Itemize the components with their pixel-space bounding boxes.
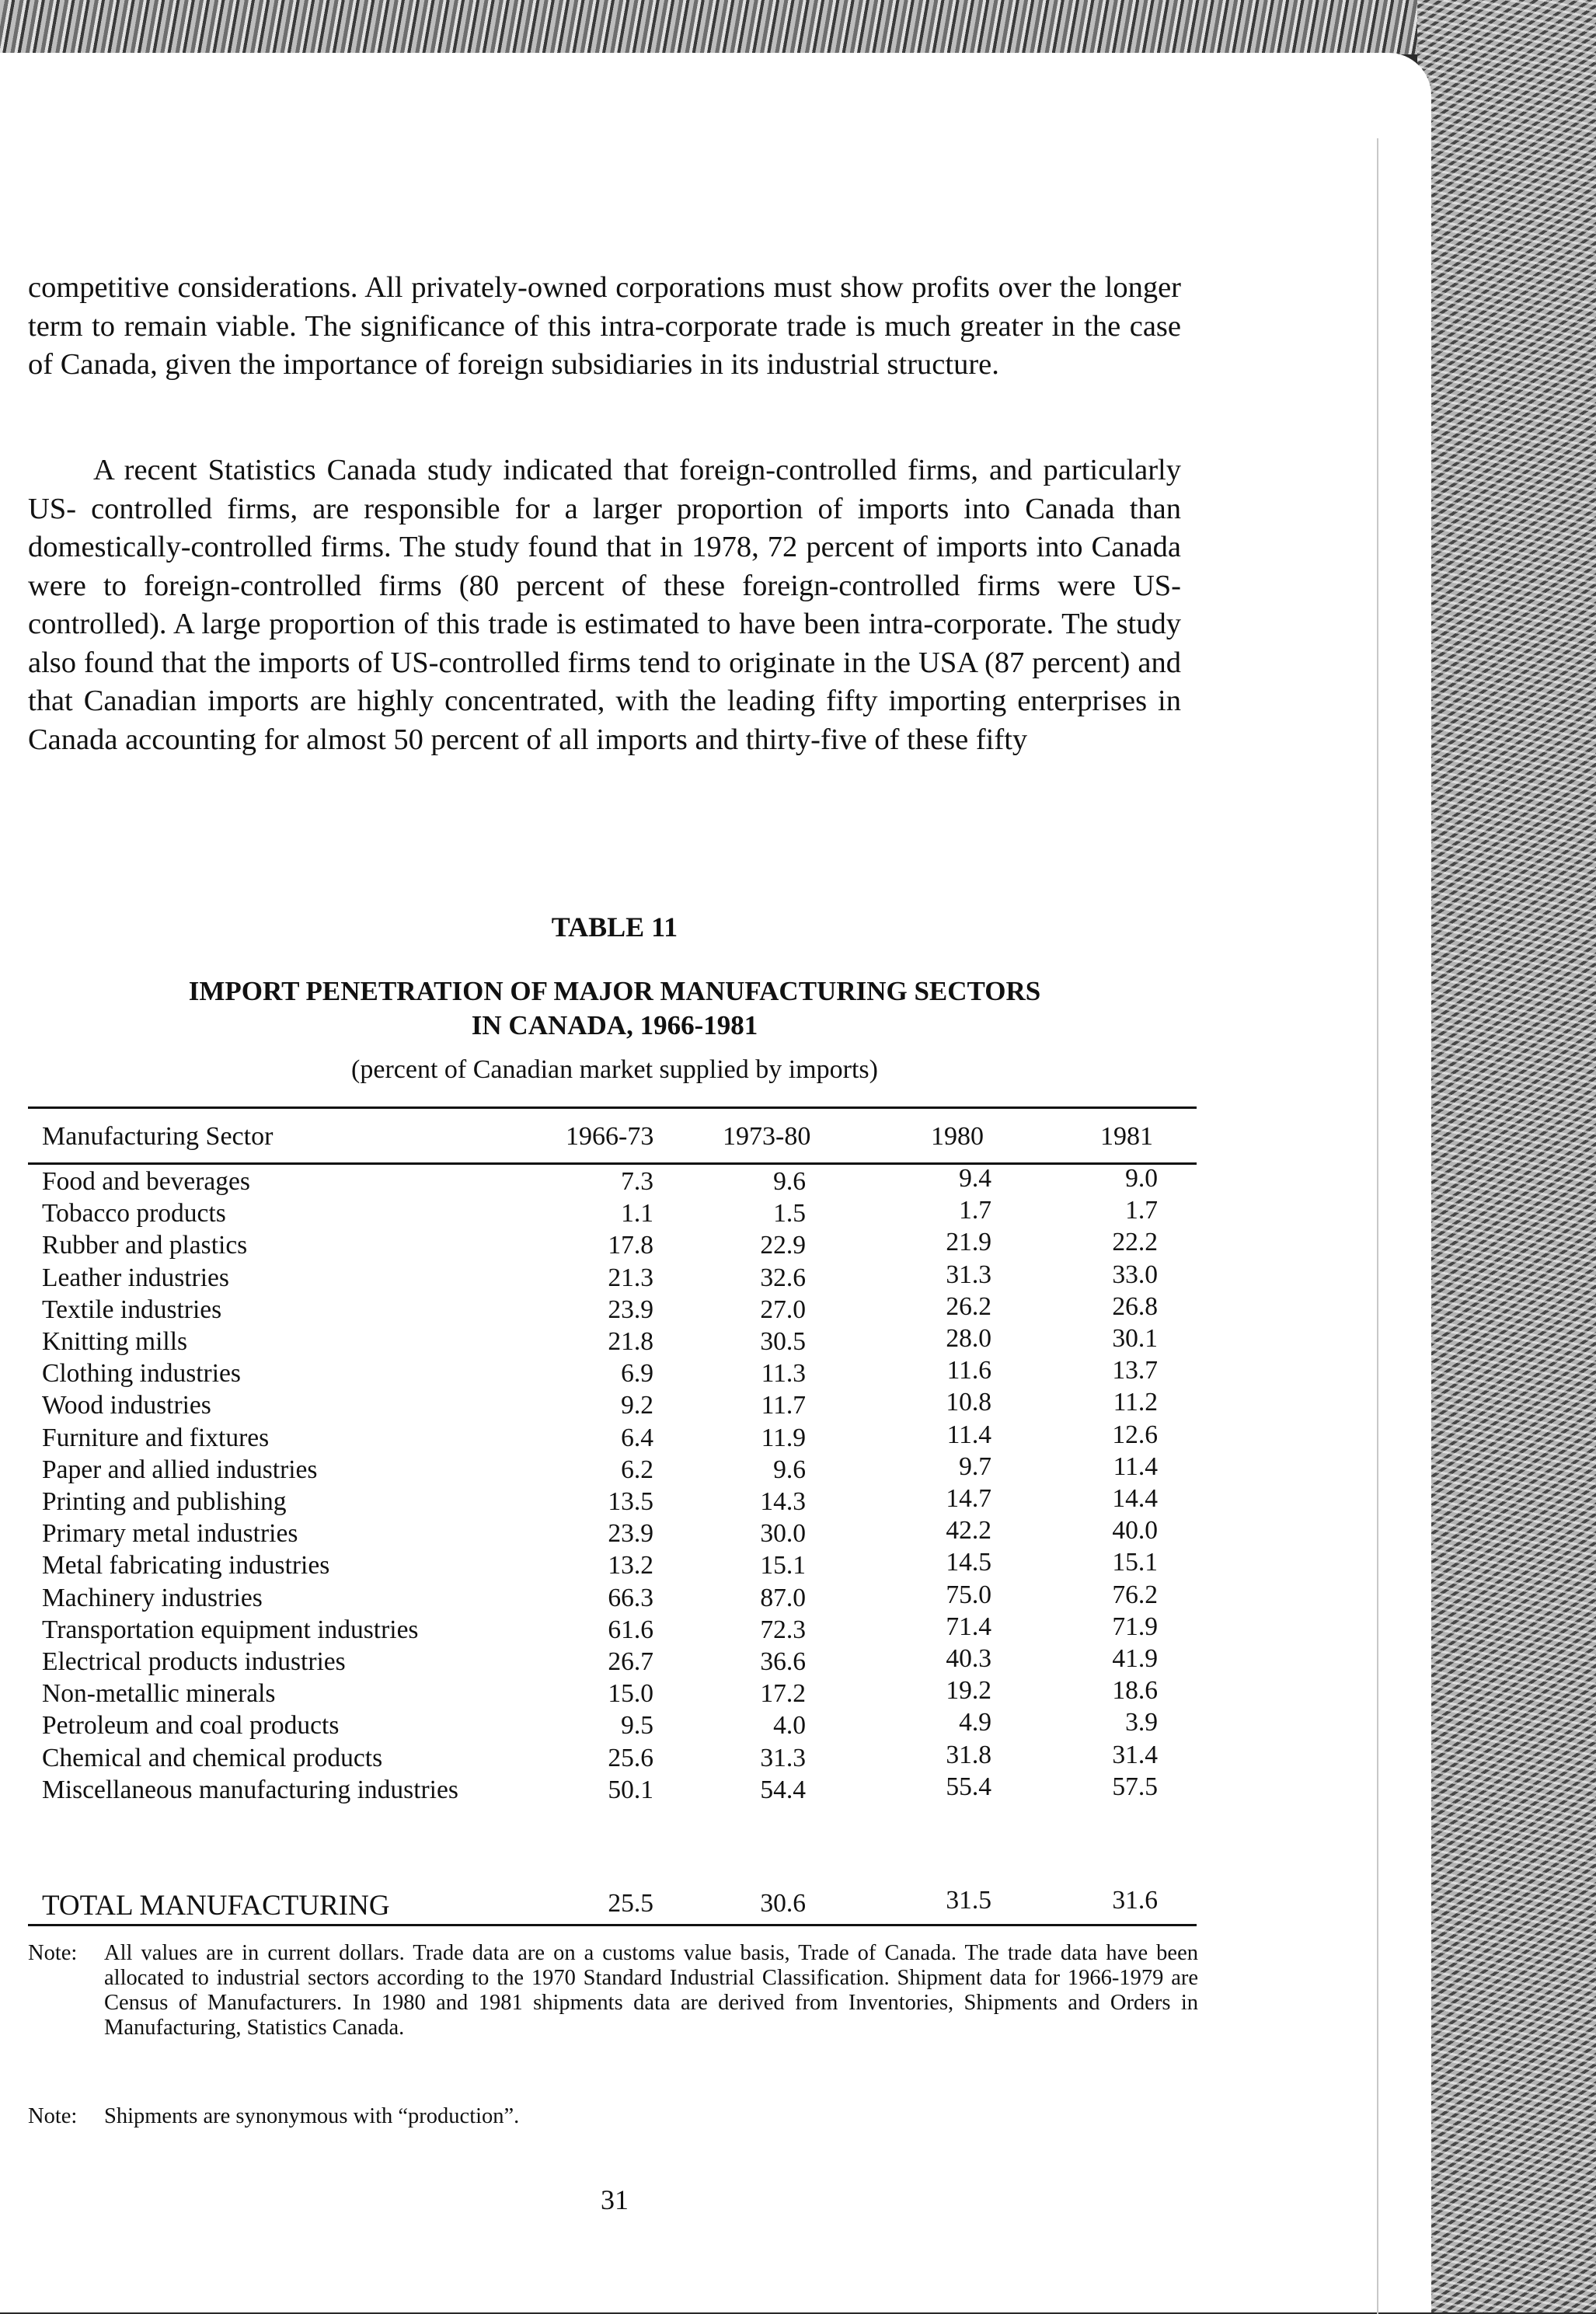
cell-sector: Knitting mills — [42, 1327, 188, 1356]
note-text: Shipments are synonymous with “production”. — [104, 2104, 520, 2128]
table-title-line-2: IN CANADA, 1966-1981 — [471, 1010, 758, 1040]
cell-1981: 9.0 — [1125, 1164, 1158, 1193]
cell-1973-80: 30.0 — [760, 1519, 806, 1549]
cell-1966-73: 21.8 — [608, 1327, 653, 1356]
header-1966-73: 1966-73 — [566, 1122, 654, 1151]
cell-1973-80: 32.6 — [760, 1263, 806, 1292]
cell-1981: 1.7 — [1125, 1196, 1158, 1225]
total-1966-73: 25.5 — [608, 1889, 653, 1918]
table-top-rule — [28, 1106, 1197, 1109]
table-title-line-1: IMPORT PENETRATION OF MAJOR MANUFACTURING SECTORS — [188, 976, 1041, 1006]
cell-sector: Metal fabricating industries — [42, 1551, 330, 1580]
cell-1966-73: 17.8 — [608, 1231, 653, 1260]
cell-1980: 75.0 — [946, 1580, 991, 1609]
cell-1966-73: 13.5 — [608, 1487, 653, 1516]
cell-1980: 42.2 — [946, 1516, 991, 1546]
cell-sector: Clothing industries — [42, 1359, 241, 1389]
note-label: Note: — [28, 2104, 78, 2128]
cell-1966-73: 7.3 — [621, 1167, 653, 1196]
cell-sector: Printing and publishing — [42, 1487, 287, 1516]
cell-1966-73: 26.7 — [608, 1647, 653, 1676]
cell-1981: 30.1 — [1112, 1324, 1158, 1353]
cell-1980: 4.9 — [959, 1708, 991, 1737]
cell-sector: Tobacco products — [42, 1199, 226, 1228]
cell-1966-73: 50.1 — [608, 1775, 653, 1804]
cell-1973-80: 9.6 — [773, 1167, 806, 1196]
cell-1980: 31.3 — [946, 1260, 991, 1289]
cell-sector: Electrical products industries — [42, 1647, 346, 1676]
page-number: 31 — [601, 2184, 629, 2215]
cell-1966-73: 13.2 — [608, 1551, 653, 1580]
cell-1966-73: 66.3 — [608, 1583, 653, 1612]
cell-1981: 14.4 — [1112, 1484, 1158, 1513]
cell-1973-80: 11.7 — [761, 1391, 806, 1420]
cell-sector: Chemical and chemical products — [42, 1743, 383, 1772]
cell-1980: 55.4 — [946, 1772, 991, 1801]
cell-1981: 31.4 — [1112, 1740, 1158, 1769]
body-paragraph-2: A recent Statistics Canada study indicated that foreign-controlled firms, and particularly US- controlled firms, are responsible for a larger proportion of imports into Canada than domestically-controlled firms. The study found that in 1978, 72 percent of imports into Canada were to foreign-controlled firms (80 percent of these foreign-controlled firms were US-controlled). A large proportion of this trade is estimated to have been intra-corporate. The study also found that the imports of US-controlled firms tend to originate in the USA (87 percent) and that Canadian imports are highly concentrated, with the leading fifty importing enterprises in Canada accounting for almost 50 percent of all imports and thirty-five of these fifty — [28, 454, 1181, 756]
document-page — [0, 53, 1431, 2312]
cell-1973-80: 30.5 — [760, 1327, 806, 1356]
note-text: All values are in current dollars. Trade data are on a customs value basis, Trade of Canada. The trade data have been allocated to industrial sectors according to the 1970 Standard Industrial Classification. Shipment data for 1966-1979 are Census of Manufacturers. In 1980 and 1981 shipments data are derived from Inventories, Shipments and Orders in Manufacturing, Statistics Canada. — [104, 1941, 1198, 2040]
table-header-rule — [28, 1162, 1197, 1165]
cell-1980: 11.6 — [946, 1356, 991, 1385]
cell-1973-80: 31.3 — [760, 1743, 806, 1772]
cell-1981: 40.0 — [1112, 1516, 1158, 1546]
cell-1966-73: 15.0 — [608, 1679, 653, 1709]
cell-sector: Rubber and plastics — [42, 1231, 248, 1260]
total-1980: 31.5 — [946, 1886, 991, 1915]
cell-1980: 21.9 — [946, 1228, 991, 1257]
cell-1973-80: 87.0 — [760, 1583, 806, 1612]
cell-1981: 11.4 — [1113, 1451, 1158, 1481]
total-1981: 31.6 — [1112, 1886, 1158, 1915]
cell-1973-80: 72.3 — [760, 1615, 806, 1644]
cell-1966-73: 23.9 — [608, 1519, 653, 1549]
cell-1980: 9.7 — [959, 1451, 991, 1481]
cell-1980: 10.8 — [946, 1388, 991, 1417]
cell-1981: 41.9 — [1112, 1644, 1158, 1673]
table-bottom-rule — [28, 1924, 1197, 1926]
cell-1966-73: 6.9 — [621, 1359, 653, 1389]
cell-1966-73: 9.2 — [621, 1391, 653, 1420]
cell-1966-73: 25.6 — [608, 1743, 653, 1772]
cell-1973-80: 14.3 — [760, 1487, 806, 1516]
cell-1981: 71.9 — [1112, 1612, 1158, 1641]
total-label: TOTAL MANUFACTURING — [42, 1890, 390, 1922]
cell-sector: Furniture and fixtures — [42, 1423, 270, 1452]
header-1980: 1980 — [931, 1122, 984, 1151]
cell-1966-73: 23.9 — [608, 1295, 653, 1324]
header-1973-80: 1973-80 — [723, 1122, 811, 1151]
cell-1966-73: 21.3 — [608, 1263, 653, 1292]
cell-1973-80: 4.0 — [773, 1711, 806, 1741]
scan-background-texture — [1417, 0, 1596, 2312]
cell-1966-73: 6.4 — [621, 1423, 653, 1452]
cell-1966-73: 6.2 — [621, 1455, 653, 1484]
table-subtitle: (percent of Canadian market supplied by imports) — [351, 1055, 878, 1084]
cell-sector: Transportation equipment industries — [42, 1615, 419, 1644]
note-label: Note: — [28, 1941, 78, 1965]
cell-1980: 28.0 — [946, 1324, 991, 1353]
cell-1966-73: 1.1 — [621, 1199, 653, 1228]
cell-1973-80: 54.4 — [760, 1775, 806, 1804]
cell-sector: Primary metal industries — [42, 1519, 298, 1549]
cell-1980: 14.5 — [946, 1548, 991, 1577]
total-1973-80: 30.6 — [760, 1889, 806, 1918]
cell-1980: 9.4 — [959, 1164, 991, 1193]
cell-1981: 15.1 — [1112, 1548, 1158, 1577]
header-sector: Manufacturing Sector — [42, 1122, 274, 1151]
cell-1980: 71.4 — [946, 1612, 991, 1641]
cell-1980: 40.3 — [946, 1644, 991, 1673]
cell-1973-80: 11.9 — [761, 1423, 806, 1452]
cell-1973-80: 36.6 — [760, 1647, 806, 1676]
cell-sector: Miscellaneous manufacturing industries — [42, 1775, 458, 1804]
header-1981: 1981 — [1100, 1122, 1153, 1151]
cell-1973-80: 11.3 — [761, 1359, 806, 1389]
cell-1981: 11.2 — [1113, 1388, 1158, 1417]
cell-1981: 33.0 — [1112, 1260, 1158, 1289]
cell-1980: 14.7 — [946, 1484, 991, 1513]
page-binding-edge — [1377, 138, 1392, 2314]
cell-1980: 11.4 — [946, 1420, 991, 1449]
cell-1973-80: 15.1 — [760, 1551, 806, 1580]
cell-sector: Textile industries — [42, 1295, 222, 1324]
cell-1981: 13.7 — [1112, 1356, 1158, 1385]
cell-sector: Wood industries — [42, 1391, 211, 1420]
cell-1973-80: 27.0 — [760, 1295, 806, 1324]
cell-1980: 31.8 — [946, 1740, 991, 1769]
cell-1973-80: 17.2 — [760, 1679, 806, 1709]
cell-1966-73: 9.5 — [621, 1711, 653, 1741]
cell-sector: Food and beverages — [42, 1167, 250, 1196]
body-paragraph-1: competitive considerations. All privately-owned corporations must show profits over the longer term to remain viable. The significance of this intra-corporate trade is much greater in the case of Canada, given the importance of foreign subsidiaries in its industrial structure. — [28, 271, 1181, 381]
cell-1981: 22.2 — [1112, 1228, 1158, 1257]
cell-1980: 26.2 — [946, 1291, 991, 1321]
cell-sector: Leather industries — [42, 1263, 229, 1292]
cell-1966-73: 61.6 — [608, 1615, 653, 1644]
cell-1973-80: 1.5 — [773, 1199, 806, 1228]
cell-1981: 26.8 — [1112, 1291, 1158, 1321]
cell-1973-80: 9.6 — [773, 1455, 806, 1484]
scan-top-edge — [0, 0, 1596, 54]
table-number: TABLE 11 — [551, 911, 678, 943]
cell-1981: 3.9 — [1125, 1708, 1158, 1737]
cell-1980: 1.7 — [959, 1196, 991, 1225]
cell-1981: 18.6 — [1112, 1676, 1158, 1706]
cell-sector: Non-metallic minerals — [42, 1679, 276, 1709]
cell-1981: 12.6 — [1112, 1420, 1158, 1449]
cell-1981: 76.2 — [1112, 1580, 1158, 1609]
cell-1980: 19.2 — [946, 1676, 991, 1706]
cell-1981: 57.5 — [1112, 1772, 1158, 1801]
cell-sector: Petroleum and coal products — [42, 1711, 340, 1741]
cell-1973-80: 22.9 — [760, 1231, 806, 1260]
cell-sector: Paper and allied industries — [42, 1455, 318, 1484]
table-title — [0, 974, 1229, 1043]
cell-sector: Machinery industries — [42, 1583, 263, 1612]
